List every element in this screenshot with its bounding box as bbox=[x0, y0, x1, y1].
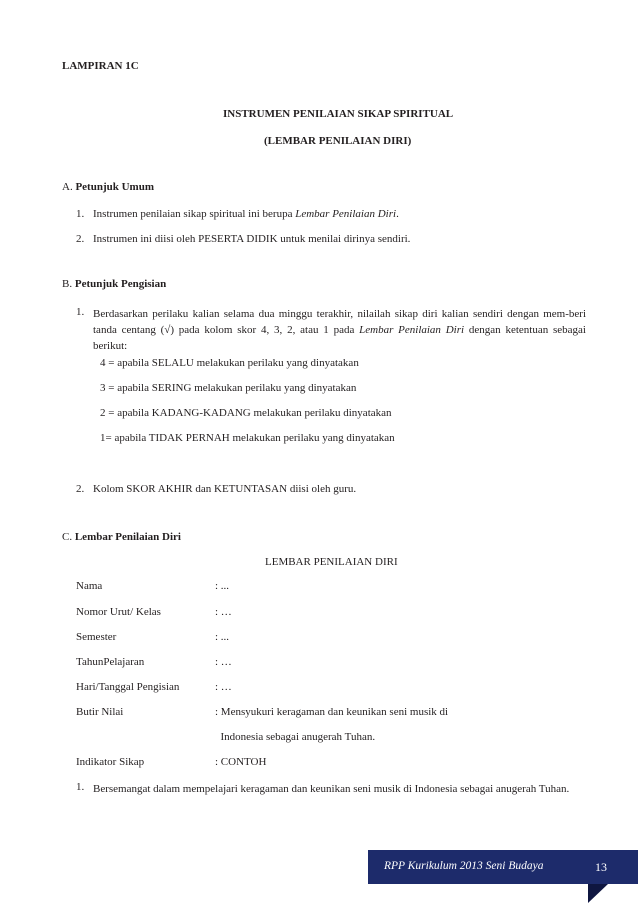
section-a-letter: A. bbox=[62, 181, 73, 193]
field-label-nama: Nama bbox=[76, 580, 103, 592]
item-text-italic: Lembar Penilaian Diri bbox=[359, 324, 465, 336]
appendix-label: LAMPIRAN 1C bbox=[62, 60, 139, 72]
field-label-butir-nilai: Butir Nilai bbox=[76, 706, 124, 718]
section-c-title: Lembar Penilaian Diri bbox=[74, 531, 181, 543]
score-criterion-3: 3 = apabila SERING melakukan perilaku yang dinyatakan bbox=[100, 382, 357, 394]
item-text: Instrumen ini diisi oleh PESERTA DIDIK untuk menilai dirinya sendiri. bbox=[93, 233, 411, 245]
item-text: Berdasarkan perilaku kalian selama dua minggu terakhir, nilailah sikap diri kalian sendiri dengan mem-beri tanda centang (√) pada kolom skor 4, 3, 2, atau 1 pada bbox=[93, 308, 586, 336]
section-a-item-2 bbox=[76, 233, 410, 245]
field-value-butir-nilai-cont: Indonesia sebagai anugerah Tuhan. bbox=[215, 731, 376, 743]
footer-text: RPP Kurikulum 2013 Seni Budaya bbox=[384, 860, 544, 872]
field-label-tahun-pelajaran: TahunPelajaran bbox=[76, 656, 145, 668]
item-text-end: . bbox=[396, 208, 399, 220]
field-label-indikator-sikap: Indikator Sikap bbox=[76, 756, 145, 768]
section-b-title: Petunjuk Pengisian bbox=[74, 278, 167, 290]
field-label-hari-tanggal: Hari/Tanggal Pengisian bbox=[76, 681, 180, 693]
item-text: Kolom SKOR AKHIR dan KETUNTASAN diisi oleh guru. bbox=[93, 483, 357, 495]
section-b-letter: B. bbox=[62, 278, 73, 290]
score-criterion-2: 2 = apabila KADANG-KADANG melakukan perilaku dinyatakan bbox=[100, 407, 392, 419]
score-criterion-1: 1= apabila TIDAK PERNAH melakukan perilaku yang dinyatakan bbox=[100, 432, 395, 444]
field-label-nomor-urut-kelas: Nomor Urut/ Kelas bbox=[76, 606, 161, 618]
field-value-butir-nilai: : Mensyukuri keragaman dan keunikan seni musik di bbox=[215, 706, 449, 718]
section-c-item-1-text: Bersemangat dalam mempelajari keragaman dan keunikan seni musik di Indonesia sebagai anugerah Tuhan. bbox=[93, 783, 570, 795]
document-subtitle: (LEMBAR PENILAIAN DIRI) bbox=[264, 135, 412, 147]
score-criterion-4: 4 = apabila SELALU melakukan perilaku yang dinyatakan bbox=[100, 357, 359, 369]
field-value-hari-tanggal: : … bbox=[215, 681, 232, 693]
footer-notch bbox=[588, 884, 608, 903]
item-number: 1. bbox=[76, 208, 85, 220]
section-a-title: Petunjuk Umum bbox=[75, 181, 154, 193]
document-title: INSTRUMEN PENILAIAN SIKAP SPIRITUAL bbox=[223, 108, 454, 120]
field-value-indikator-sikap: : CONTOH bbox=[215, 756, 267, 768]
section-b-heading bbox=[62, 278, 166, 290]
field-value-semester: : ... bbox=[215, 631, 230, 643]
item-text-end: dengan ketentuan sebagai berikut: bbox=[93, 324, 586, 352]
field-value-nama: : ... bbox=[215, 580, 230, 592]
section-c-item-1-number: 1. bbox=[76, 781, 85, 793]
field-value-nomor-urut-kelas: : … bbox=[215, 606, 232, 618]
page-number: 13 bbox=[595, 860, 607, 874]
section-b-item-1-number: 1. bbox=[76, 306, 85, 318]
section-b-item-1-text bbox=[93, 306, 586, 354]
section-a-heading bbox=[62, 181, 154, 193]
section-c-heading bbox=[62, 531, 181, 543]
section-a-item-1 bbox=[76, 208, 399, 220]
field-value-tahun-pelajaran: : … bbox=[215, 656, 232, 668]
sheet-title: LEMBAR PENILAIAN DIRI bbox=[265, 556, 398, 568]
item-number: 2. bbox=[76, 233, 85, 245]
item-number: 2. bbox=[76, 483, 85, 495]
item-text-italic: Lembar Penilaian Diri bbox=[295, 208, 397, 220]
section-c-letter: C. bbox=[62, 531, 73, 543]
item-text: Instrumen penilaian sikap spiritual ini berupa bbox=[93, 208, 296, 220]
section-b-item-2 bbox=[76, 483, 356, 495]
field-label-semester: Semester bbox=[76, 631, 117, 643]
